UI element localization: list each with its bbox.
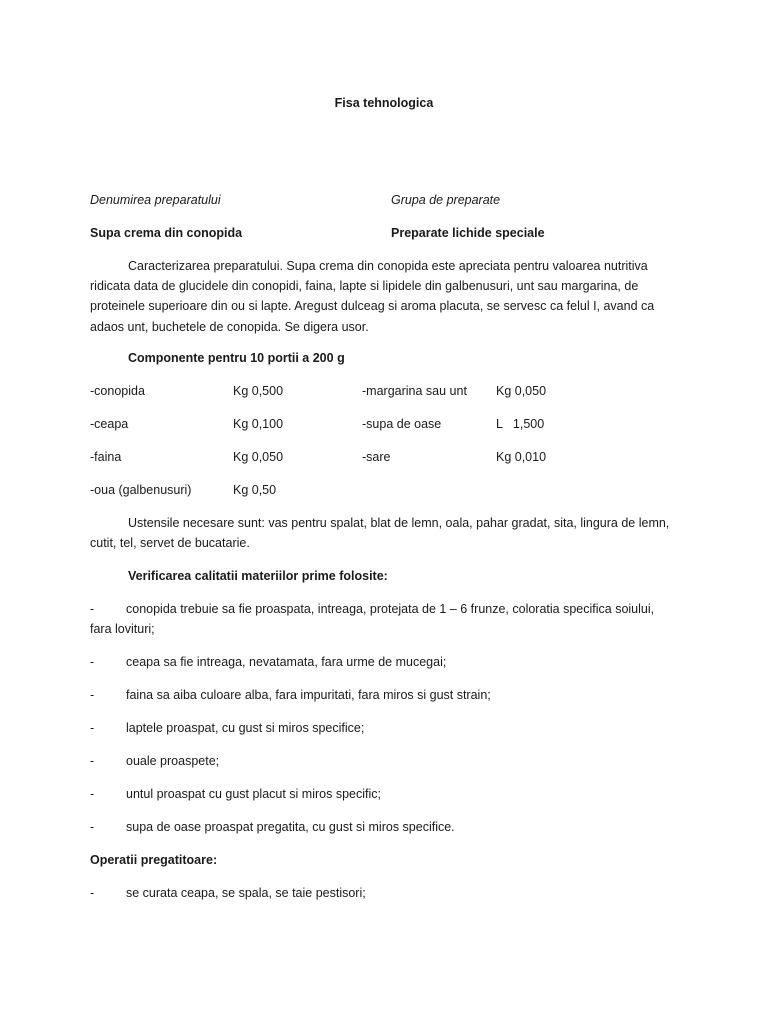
group-label: Grupa de preparate [391, 193, 501, 207]
utensils-line: cutit, tel, servet de bucatarie. [90, 536, 250, 550]
characterization-line: adaos unt, buchetele de conopida. Se digera usor. [90, 320, 369, 334]
ingredient-qty: Kg 0,500 [233, 384, 284, 398]
list-dash: - [90, 721, 95, 735]
prep-heading: Operatii pregatitoare: [90, 853, 218, 867]
quality-heading: Verificarea calitatii materiilor prime folosite: [128, 569, 388, 583]
ingredient-name: -ceapa [90, 417, 129, 431]
ingredient-qty: Kg 0,010 [496, 450, 547, 464]
name-value: Supa crema din conopida [90, 226, 243, 240]
ingredient-name: -conopida [90, 384, 145, 398]
ingredient-name: -faina [90, 450, 122, 464]
ingredient-qty: Kg 0,100 [233, 417, 284, 431]
ingredient-qty: Kg 0,50 [233, 483, 277, 497]
list-item: supa de oase proaspat pregatita, cu gust si miros specifice. [126, 820, 455, 834]
ingredient-qty: L 1,500 [496, 417, 545, 431]
utensils-line: Ustensile necesare sunt: vas pentru spalat, blat de lemn, oala, pahar gradat, sita, lingura de lemn, [128, 516, 670, 530]
list-dash: - [90, 602, 95, 616]
name-label: Denumirea preparatului [90, 193, 221, 207]
list-item-continuation: fara lovituri; [90, 622, 155, 636]
ingredient-name: -supa de oase [362, 417, 442, 431]
ingredient-name: -oua (galbenusuri) [90, 483, 192, 497]
list-item: ceapa sa fie intreaga, nevatamata, fara urme de mucegai; [126, 655, 447, 669]
list-item: ouale proaspete; [126, 754, 220, 768]
group-value: Preparate lichide speciale [391, 226, 545, 240]
components-heading: Componente pentru 10 portii a 200 g [128, 351, 345, 365]
list-dash: - [90, 754, 95, 768]
characterization-line: ridicata data de glucidele din conopidi, faina, lapte si lipidele din galbenusuri, unt sau margarina, de [90, 279, 639, 293]
list-item: laptele proaspat, cu gust si miros specifice; [126, 721, 365, 735]
list-dash: - [90, 787, 95, 801]
ingredient-qty: Kg 0,050 [233, 450, 284, 464]
ingredient-name: -margarina sau unt [362, 384, 467, 398]
document-title: Fisa tehnologica [334, 96, 434, 110]
characterization-line: proteinele superioare din ou si lapte. Aregust dulceag si aroma placuta, se servesc ca felul I, avand ca [90, 299, 655, 313]
list-item: faina sa aiba culoare alba, fara impuritati, fara miros si gust strain; [126, 688, 491, 702]
characterization-line: Caracterizarea preparatului. Supa crema din conopida este apreciata pentru valoarea nutritiva [128, 259, 648, 273]
list-dash: - [90, 655, 95, 669]
ingredient-qty: Kg 0,050 [496, 384, 547, 398]
ingredient-name: -sare [362, 450, 391, 464]
list-dash: - [90, 820, 95, 834]
list-item: se curata ceapa, se spala, se taie pestisori; [126, 886, 366, 900]
list-dash: - [90, 886, 95, 900]
list-dash: - [90, 688, 95, 702]
list-item: conopida trebuie sa fie proaspata, intreaga, protejata de 1 – 6 frunze, coloratia specifica soiului, [126, 602, 655, 616]
list-item: untul proaspat cu gust placut si miros specific; [126, 787, 381, 801]
